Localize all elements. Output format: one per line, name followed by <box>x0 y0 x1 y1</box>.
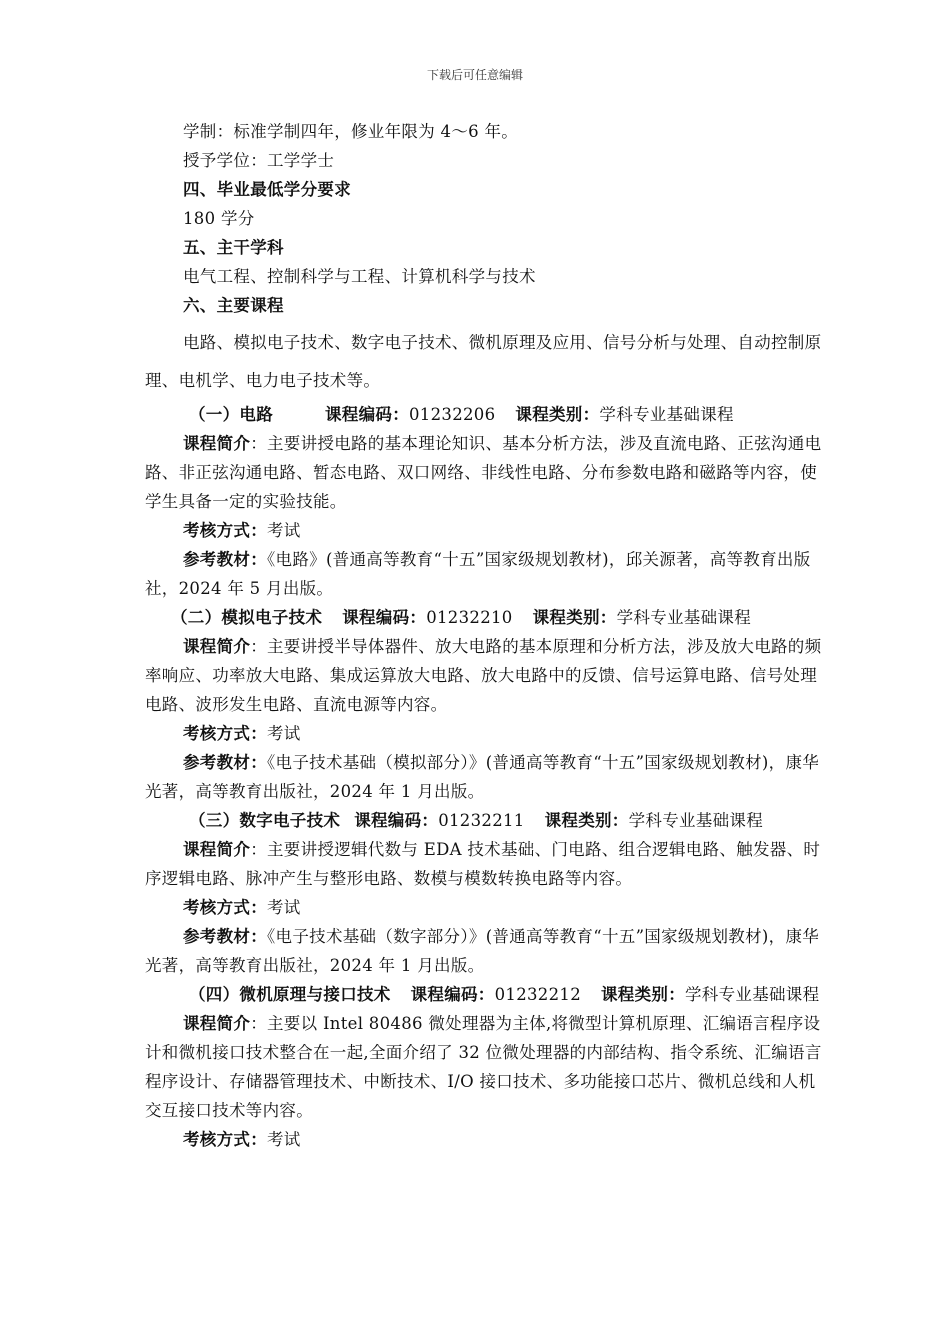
course-1-intro: 课程简介：主要讲授电路的基本理论知识、基本分析方法，涉及直流电路、正弦沟通电路、非正弦沟通电路、暂态电路、双口网络、非线性电路、分布参数电路和磁路等内容，使学生具备一定的实验技能。 <box>145 434 822 511</box>
header-note: 下载后可任意编辑 <box>426 68 523 82</box>
course-1-code: 01232206 <box>409 405 496 424</box>
course-4-name: （四）微机原理与接口技术 <box>189 985 391 1004</box>
course-3-intro: 课程简介：主要讲授逻辑代数与 EDA 技术基础、门电路、组合逻辑电路、触发器、时序逻辑电路、脉冲产生与整形电路、数模与模数转换电路等内容。 <box>145 840 821 888</box>
course-1-book: 参考教材：《电路》(普通高等教育“十五”国家级规划教材)，邱关源著，高等教育出版社，2024 年 5 月出版。 <box>145 550 811 598</box>
course-2-intro: 课程简介：主要讲授半导体器件、放大电路的基本原理和分析方法，涉及放大电路的频率响应、功率放大电路、集成运算放大电路、放大电路中的反馈、信号运算电路、信号处理电路、波形发生电路、直流电源等内容。 <box>145 637 822 714</box>
course-4-category: 学科专业基础课程 <box>685 985 820 1004</box>
course-4-intro: 课程简介：主要以 Intel 80486 微处理器为主体,将微型计算机原理、汇编语言程序设计和微机接口技术整合在一起,全面介绍了 32 位微处理器的内部结构、指令系统、汇编语言程序设计、存储器管理技术、中断技术、I/O 接口技术、多功能接口芯片、微机总线和人机交互接口技术等内容。 <box>145 1014 822 1120</box>
course-2-title-line: （二）模拟电子技术 课程编码：01232210 课程类别：学科专业基础课程 <box>171 608 751 627</box>
course-2-exam: 考核方式：考试 <box>183 724 301 743</box>
course-4-exam: 考核方式：考试 <box>183 1130 301 1149</box>
degree-line: 授予学位：工学学士 <box>183 151 335 170</box>
course-1-exam: 考核方式：考试 <box>183 521 301 540</box>
course-1-name: （一）电路 <box>189 405 273 424</box>
course-4-code: 01232212 <box>494 985 581 1004</box>
heading-disciplines: 五、主干学科 <box>183 238 284 257</box>
course-2-book: 参考教材：《电子技术基础（模拟部分）》(普通高等教育“十五”国家级规划教材)，康华光著，高等教育出版社，2024 年 1 月出版。 <box>145 753 820 801</box>
heading-credits: 四、毕业最低学分要求 <box>183 180 351 199</box>
course-3-category: 学科专业基础课程 <box>628 811 763 830</box>
credits-line: 180 学分 <box>183 209 255 228</box>
course-4-title-line: （四）微机原理与接口技术 课程编码：01232212 课程类别：学科专业基础课程 <box>189 985 820 1004</box>
course-1-category: 学科专业基础课程 <box>599 405 734 424</box>
heading-main-courses: 六、主要课程 <box>183 296 284 315</box>
course-3-exam: 考核方式：考试 <box>183 898 301 917</box>
course-3-name: （三）数字电子技术 <box>189 811 341 830</box>
course-2-code: 01232210 <box>426 608 513 627</box>
disciplines-line: 电气工程、控制科学与工程、计算机科学与技术 <box>183 267 536 286</box>
course-3-code: 01232211 <box>438 811 525 830</box>
course-2-category: 学科专业基础课程 <box>616 608 751 627</box>
course-3-title-line: （三）数字电子技术 课程编码：01232211 课程类别：学科专业基础课程 <box>189 811 763 830</box>
course-3-book: 参考教材：《电子技术基础（数字部分）》(普通高等教育“十五”国家级规划教材)，康华光著，高等教育出版社，2024 年 1 月出版。 <box>145 927 820 975</box>
document-body <box>145 117 825 1154</box>
course-2-name: （二）模拟电子技术 <box>171 608 323 627</box>
xuezhi-line: 学制：标准学制四年，修业年限为 4～6 年。 <box>183 122 519 141</box>
course-1-title-line: （一）电路 课程编码：01232206 课程类别：学科专业基础课程 <box>189 405 734 424</box>
main-courses-paragraph: 电路、模拟电子技术、数字电子技术、微机原理及应用、信号分析与处理、自动控制原理、电机学、电力电子技术等。 <box>145 333 822 390</box>
